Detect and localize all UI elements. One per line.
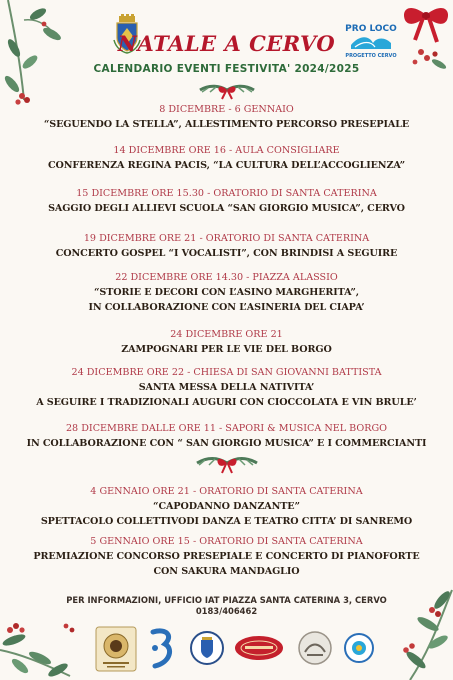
event-date: 15 DICEMBRE ORE 15.30 - ORATORIO DI SANTA CATERINA — [76, 188, 377, 199]
page-subtitle: CALENDARIO EVENTI FESTIVITA' 2024/2025 — [93, 63, 360, 75]
event-description: “SEGUENDO LA STELLA”, ALLESTIMENTO PERCORSO PRESEPIALE — [43, 119, 410, 130]
event-description: ZAMPOGNARI PER LE VIE DEL BORGO — [121, 344, 332, 355]
event-description: IN COLLABORAZIONE CON L’ASINERIA DEL CIAPA’ — [88, 302, 365, 313]
proloco-logo-subtext: PROGETTO CERVO — [345, 53, 397, 59]
page-title: NATALE A CERVO — [117, 31, 336, 56]
event-item — [6, 187, 447, 216]
event-date: 14 DICEMBRE ORE 16 - AULA CONSIGLIARE — [113, 145, 340, 156]
event-description: IN COLLABORAZIONE CON “ SAN GIORGIO MUSICA” E I COMMERCIANTI — [26, 438, 427, 449]
event-item — [6, 328, 447, 357]
holly-branch-bottom-left-icon — [0, 610, 90, 680]
event-description: “CAPODANNO DANZANTE” — [153, 501, 300, 512]
event-description: SANTA MESSA DELLA NATIVITA’ — [138, 382, 315, 393]
event-item — [6, 485, 447, 529]
garland-divider-icon — [198, 80, 256, 100]
red-oval-logo-icon — [233, 634, 285, 662]
proloco-logo-text: PRO LOCO — [345, 24, 397, 34]
event-date: 24 DICEMBRE ORE 22 - CHIESA DI SAN GIOVANNI BATTISTA — [71, 367, 382, 378]
event-item — [6, 535, 447, 579]
event-item — [6, 366, 447, 410]
event-item — [6, 232, 447, 261]
event-description: SPETTACOLO COLLETTIVODI DANZA E TEATRO CITTA’ DI SANREMO — [40, 516, 413, 527]
event-item — [6, 103, 447, 132]
event-description: CON SAKURA MANDAGLIO — [153, 566, 300, 577]
event-description: CONCERTO GOSPEL “I VOCALISTI”, CON BRINDISI A SEGUIRE — [55, 248, 398, 259]
music-school-logo-icon — [147, 626, 177, 672]
event-description: A SEGUIRE I TRADIZIONALI AUGURI CON CIOCCOLATA E VIN BRULE’ — [36, 397, 417, 408]
event-date: 5 GENNAIO ORE 15 - ORATORIO DI SANTA CATERINA — [90, 536, 363, 547]
sponsor-logos — [95, 624, 395, 674]
event-date: 28 DICEMBRE DALLE ORE 11 - SAPORI & MUSICA NEL BORGO — [65, 423, 388, 434]
footer-phone: 0183/406462 — [195, 606, 258, 616]
blue-round-logo-icon — [343, 632, 375, 664]
event-date: 19 DICEMBRE ORE 21 - ORATORIO DI SANTA CATERINA — [83, 233, 370, 244]
event-description: SAGGIO DEGLI ALLIEVI SCUOLA “SAN GIORGIO MUSICA”, CERVO — [48, 203, 405, 214]
event-date: 8 DICEMBRE - 6 GENNAIO — [159, 104, 294, 115]
event-date: 24 DICEMBRE ORE 21 — [170, 329, 283, 340]
event-item — [6, 422, 447, 451]
garland-divider-icon — [195, 451, 259, 475]
round-grey-logo-icon — [297, 630, 333, 666]
event-item — [6, 271, 447, 315]
municipality-seal-logo-icon — [189, 630, 225, 666]
event-description: CONFERENZA REGINA PACIS, “LA CULTURA DELL’ACCOGLIENZA” — [47, 160, 406, 171]
association-medallion-logo-icon — [95, 626, 137, 672]
event-date: 4 GENNAIO ORE 21 - ORATORIO DI SANTA CATERINA — [90, 486, 363, 497]
event-description: “STORIE E DECORI CON L’ASINO MARGHERITA”, — [93, 287, 360, 298]
event-description: PREMIAZIONE CONCORSO PRESEPIALE E CONCERTO DI PIANOFORTE — [33, 551, 420, 562]
event-item — [6, 144, 447, 173]
footer-info: PER INFORMAZIONI, UFFICIO IAT PIAZZA SANTA CATERINA 3, CERVO — [66, 595, 387, 605]
event-date: 22 DICEMBRE ORE 14.30 - PIAZZA ALASSIO — [115, 272, 338, 283]
